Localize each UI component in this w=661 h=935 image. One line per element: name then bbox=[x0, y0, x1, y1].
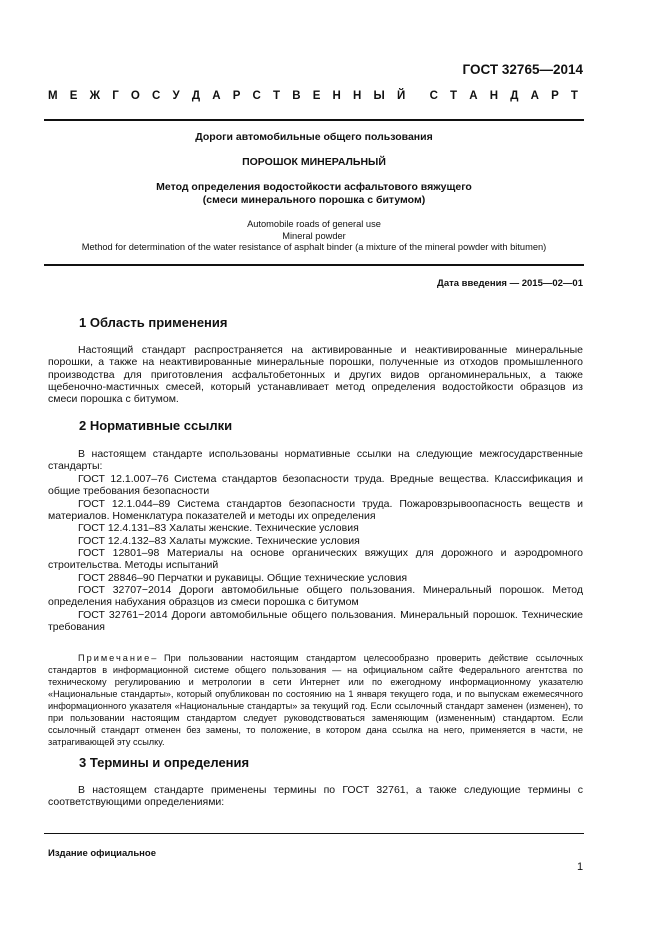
ref-item: ГОСТ 12.4.132–83 Халаты мужские. Технические условия bbox=[78, 534, 360, 547]
title-en-1: Automobile roads of general use bbox=[247, 219, 381, 229]
top-divider bbox=[44, 119, 584, 121]
heading-letter: О bbox=[130, 90, 140, 102]
title-line-2: ПОРОШОК МИНЕРАЛЬНЫЙ bbox=[242, 156, 386, 168]
section-2-heading: 2 Нормативные ссылки bbox=[79, 418, 233, 433]
title-divider bbox=[44, 264, 584, 266]
heading-letter: Т bbox=[570, 90, 578, 102]
heading-letter: А bbox=[469, 90, 478, 102]
section-3-text: В настоящем стандарте применены термины по ГОСТ 32761, а также следующие термины с соответствующими определениями: bbox=[48, 784, 583, 809]
title-en-3: Method for determination of the water resistance of asphalt binder (a mixture of the mineral powder with bitumen) bbox=[81, 242, 547, 252]
footer-divider bbox=[44, 833, 584, 834]
ref-item: ГОСТ 12.4.131–83 Халаты женские. Технические условия bbox=[78, 522, 359, 535]
note-text: – При пользовании настоящим стандартом целесообразно проверить действие ссылочных стандартов в информационной системе общего пользования — на официальном сайте Федерального агентства по техническому регулированию и метрологии в сети Интернет или по ежегодному информационному указателю «Национальные стандарты», который опубликован по состоянию на 1 января текущего года, и по выпускам ежемесячного информационного указателя «Национальные стандарты» за текущий год. Если ссылочный стандарт заменен (изменен), то при пользовании настоящим стандартом следует руководствоваться заменяющим (измененным) стандартом. Если ссылочный стандарт отменен без замены, то положение, в котором дана ссылка на него, применяется в части, не затрагивающей эту ссылку. bbox=[48, 653, 583, 747]
heading-letter: С bbox=[252, 90, 261, 102]
section-1-text: Настоящий стандарт распространяется на активированные и неактивированные минеральные порошки, а также на неактивированные минеральные порошки, полученные из отходов промышленного производства для приготовления асфальтобетонных и других видов органоминеральных, а также щебеночно-мастичных смесей, который устанавливает метод определения водостойкости образцов из смеси порошка с битумом. bbox=[48, 344, 583, 406]
heading-letter: У bbox=[172, 90, 180, 102]
ref-item: ГОСТ 12.1.044–89 Система стандартов безопасности труда. Пожаровзрывоопасность веществ и материалов. Номенклатура показателей и методы их определения bbox=[48, 497, 583, 523]
date-of-introduction: Дата введения — 2015—02—01 bbox=[437, 278, 583, 289]
edition-label: Издание официальное bbox=[48, 848, 156, 859]
note-label: Примечание bbox=[78, 653, 152, 663]
heading-letter: А bbox=[212, 90, 221, 102]
title-line-4: (смеси минерального порошка с битумом) bbox=[202, 194, 426, 206]
heading-letter: Н bbox=[489, 90, 499, 102]
page-number: 1 bbox=[577, 861, 584, 873]
heading-letter: Е bbox=[312, 90, 321, 102]
heading-letter: Й bbox=[396, 90, 406, 102]
heading-letter: В bbox=[292, 90, 301, 102]
heading-letter: Ж bbox=[89, 90, 101, 102]
heading-letter: А bbox=[530, 90, 539, 102]
heading-letter: Т bbox=[273, 90, 281, 102]
ref-item: ГОСТ 28846–90 Перчатки и рукавицы. Общие технические условия bbox=[78, 571, 408, 584]
section-3-heading: 3 Термины и определения bbox=[79, 755, 250, 770]
heading-letter: Ы bbox=[373, 90, 385, 102]
heading-letter: С bbox=[152, 90, 161, 102]
heading-letter: Р bbox=[551, 90, 559, 102]
title-en-2: Mineral powder bbox=[282, 231, 346, 241]
heading-letter: М bbox=[48, 90, 58, 102]
title-line-1: Дороги автомобильные общего пользования bbox=[195, 131, 433, 143]
ref-item: ГОСТ 32707−2014 Дороги автомобильные общего пользования. Минеральный порошок. Метод определения набухания образцов из смеси порошка с битумом bbox=[48, 584, 583, 609]
heading-letter: С bbox=[429, 90, 438, 102]
ref-item: ГОСТ 12.1.007–76 Система стандартов безопасности труда. Вредные вещества. Классификация и общие требования безопасности bbox=[48, 473, 583, 498]
title-line-3: Метод определения водостойкости асфальтового вяжущего bbox=[156, 181, 472, 193]
section-1-heading: 1 Область применения bbox=[79, 315, 228, 330]
section-2-note bbox=[48, 652, 583, 748]
heading-letter: Т bbox=[450, 90, 458, 102]
heading-letter: Н bbox=[353, 90, 362, 102]
heading-letter: Д bbox=[510, 90, 519, 102]
gost-number: ГОСТ 32765—2014 bbox=[462, 62, 583, 77]
ref-item: ГОСТ 12801–98 Материалы на основе органических вяжущих для дорожного и аэродромного строительства. Методы испытаний bbox=[48, 547, 583, 572]
ref-item: ГОСТ 32761−2014 Дороги автомобильные общего пользования. Минеральный порошок. Технические требования bbox=[48, 608, 583, 634]
heading-letter: Р bbox=[232, 90, 241, 102]
heading-letter: Г bbox=[112, 90, 119, 102]
heading-letter: Е bbox=[69, 90, 78, 102]
section-2-intro: В настоящем стандарте использованы нормативные ссылки на следующие межгосударственные стандарты: bbox=[48, 448, 583, 473]
heading-letter: Н bbox=[332, 90, 341, 102]
section-2-refs bbox=[48, 473, 583, 633]
heading-letter: Д bbox=[191, 90, 201, 102]
standard-type-heading bbox=[48, 90, 578, 102]
